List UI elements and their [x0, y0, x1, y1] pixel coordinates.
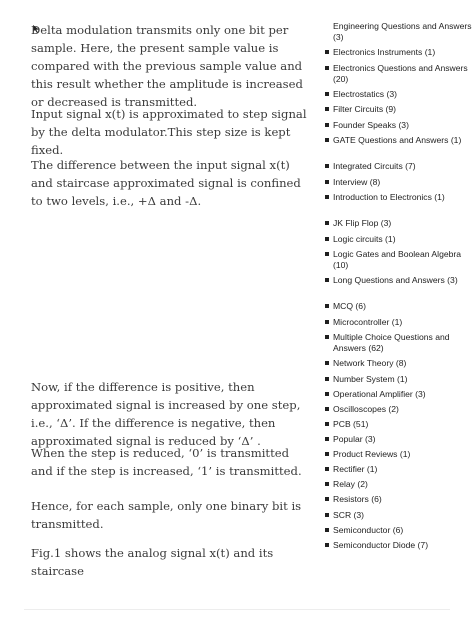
bullet-icon — [325, 335, 329, 339]
category-item[interactable] — [323, 358, 474, 369]
bullet-icon — [325, 543, 329, 547]
category-item[interactable] — [323, 525, 474, 536]
category-item[interactable] — [323, 479, 474, 490]
category-link[interactable]: Introduction to Electronics (1) — [333, 192, 445, 202]
category-link[interactable]: Logic circuits (1) — [333, 234, 396, 244]
bullet-icon — [325, 407, 329, 411]
category-item[interactable] — [323, 540, 474, 551]
category-item[interactable] — [323, 317, 474, 328]
article-paragraph: Now, if the difference is positive, then approximated signal is increased by one step, i.e., ‘Δ’. If the difference is negative, then approximated signal is reduced by ‘Δ’ . — [31, 380, 301, 448]
category-item[interactable] — [323, 89, 474, 100]
category-item[interactable] — [323, 47, 474, 58]
bullet-icon — [325, 361, 329, 365]
article-paragraph: When the step is reduced, ‘0’ is transmitted and if the step is increased, ‘1’ is transmitted. — [31, 446, 302, 478]
category-item[interactable] — [323, 161, 474, 172]
bullet-icon — [325, 237, 329, 241]
category-link[interactable]: Interview (8) — [333, 177, 381, 187]
category-item[interactable] — [323, 177, 474, 188]
category-link[interactable]: Relay (2) — [333, 479, 368, 489]
category-link[interactable]: Semiconductor (6) — [333, 525, 404, 535]
category-item[interactable] — [323, 404, 474, 415]
category-link[interactable]: Network Theory (8) — [333, 358, 407, 368]
category-link[interactable]: Microcontroller (1) — [333, 317, 403, 327]
category-item[interactable] — [323, 104, 474, 115]
category-link[interactable]: Number System (1) — [333, 374, 408, 384]
bullet-icon — [325, 437, 329, 441]
category-link[interactable]: Resistors (6) — [333, 494, 382, 504]
bullet-icon — [325, 164, 329, 168]
category-link[interactable]: Long Questions and Answers (3) — [333, 275, 458, 285]
category-item[interactable] — [323, 301, 474, 312]
bullet-icon — [325, 107, 329, 111]
bullet-icon — [325, 497, 329, 501]
category-link[interactable]: Operational Amplifier (3) — [333, 389, 426, 399]
article-paragraph: The difference between the input signal x(t) and staircase approximated signal is confined to two levels, i.e., +Δ and -Δ. — [31, 158, 301, 208]
category-link[interactable]: PCB (51) — [333, 419, 369, 429]
category-item[interactable] — [323, 275, 474, 286]
category-item[interactable] — [323, 332, 474, 354]
category-link[interactable]: Rectifier (1) — [333, 464, 378, 474]
category-link[interactable]: GATE Questions and Answers (1) — [333, 135, 462, 145]
bullet-icon — [325, 278, 329, 282]
bullet-icon — [325, 467, 329, 471]
bullet-icon — [325, 221, 329, 225]
category-link[interactable]: Multiple Choice Questions and Answers (62) — [333, 332, 450, 353]
bullet-icon — [325, 66, 329, 70]
category-item[interactable] — [323, 63, 474, 85]
category-link[interactable]: Electrostatics (3) — [333, 89, 397, 99]
article-paragraph: Input signal x(t) is approximated to step signal by the delta modulator.This step size is kept fixed. — [31, 107, 307, 157]
category-link[interactable]: Founder Speaks (3) — [333, 120, 409, 130]
category-link[interactable]: Popular (3) — [333, 434, 376, 444]
bullet-icon — [325, 422, 329, 426]
category-link[interactable]: MCQ (6) — [333, 301, 366, 311]
bullet-icon — [325, 50, 329, 54]
category-item[interactable] — [323, 21, 474, 43]
category-item[interactable] — [323, 120, 474, 131]
bullet-icon — [325, 392, 329, 396]
category-item[interactable] — [323, 374, 474, 385]
category-link[interactable]: JK Flip Flop (3) — [333, 218, 392, 228]
category-link[interactable]: Product Reviews (1) — [333, 449, 411, 459]
category-item[interactable] — [323, 192, 474, 203]
bullet-icon — [325, 252, 329, 256]
bullet-icon — [325, 180, 329, 184]
category-item[interactable] — [323, 510, 474, 521]
category-link[interactable]: Electronics Questions and Answers (20) — [333, 63, 468, 84]
article-paragraph: Fig.1 shows the analog signal x(t) and its staircase — [31, 546, 274, 578]
category-link[interactable]: Logic Gates and Boolean Algebra (10) — [333, 249, 462, 270]
category-item[interactable] — [323, 419, 474, 430]
category-link[interactable]: Engineering Questions and Answers (3) — [333, 21, 472, 42]
category-link[interactable]: Electronics Instruments (1) — [333, 47, 436, 57]
category-item[interactable] — [323, 135, 474, 146]
category-item[interactable] — [323, 494, 474, 505]
category-link[interactable]: SCR (3) — [333, 510, 365, 520]
article-paragraph: Hence, for each sample, only one binary bit is transmitted. — [31, 499, 302, 531]
category-item[interactable] — [323, 464, 474, 475]
category-link[interactable]: Filter Circuits (9) — [333, 104, 397, 114]
footer-divider — [24, 609, 450, 610]
bullet-icon — [325, 320, 329, 324]
category-item[interactable] — [323, 218, 474, 229]
bullet-icon — [325, 528, 329, 532]
article-paragraph: Delta modulation transmits only one bit per sample. Here, the present sample value is compared with the previous sample value and this result whether the amplitude is increased or decreased is transmitted. — [31, 23, 303, 109]
category-item[interactable] — [323, 449, 474, 460]
bullet-icon — [325, 123, 329, 127]
category-link[interactable]: Oscilloscopes (2) — [333, 404, 399, 414]
category-item[interactable] — [323, 234, 474, 245]
bullet-icon — [325, 452, 329, 456]
category-item[interactable] — [323, 389, 474, 400]
category-item[interactable] — [323, 434, 474, 445]
bullet-icon — [325, 195, 329, 199]
bullet-icon — [325, 513, 329, 517]
bullet-icon — [325, 138, 329, 142]
bullet-icon — [325, 482, 329, 486]
category-link[interactable]: Semiconductor Diode (7) — [333, 540, 429, 550]
bullet-icon — [325, 92, 329, 96]
category-link[interactable]: Integrated Circuits (7) — [333, 161, 416, 171]
bullet-icon — [325, 304, 329, 308]
bullet-icon — [325, 377, 329, 381]
category-item[interactable] — [323, 249, 474, 271]
